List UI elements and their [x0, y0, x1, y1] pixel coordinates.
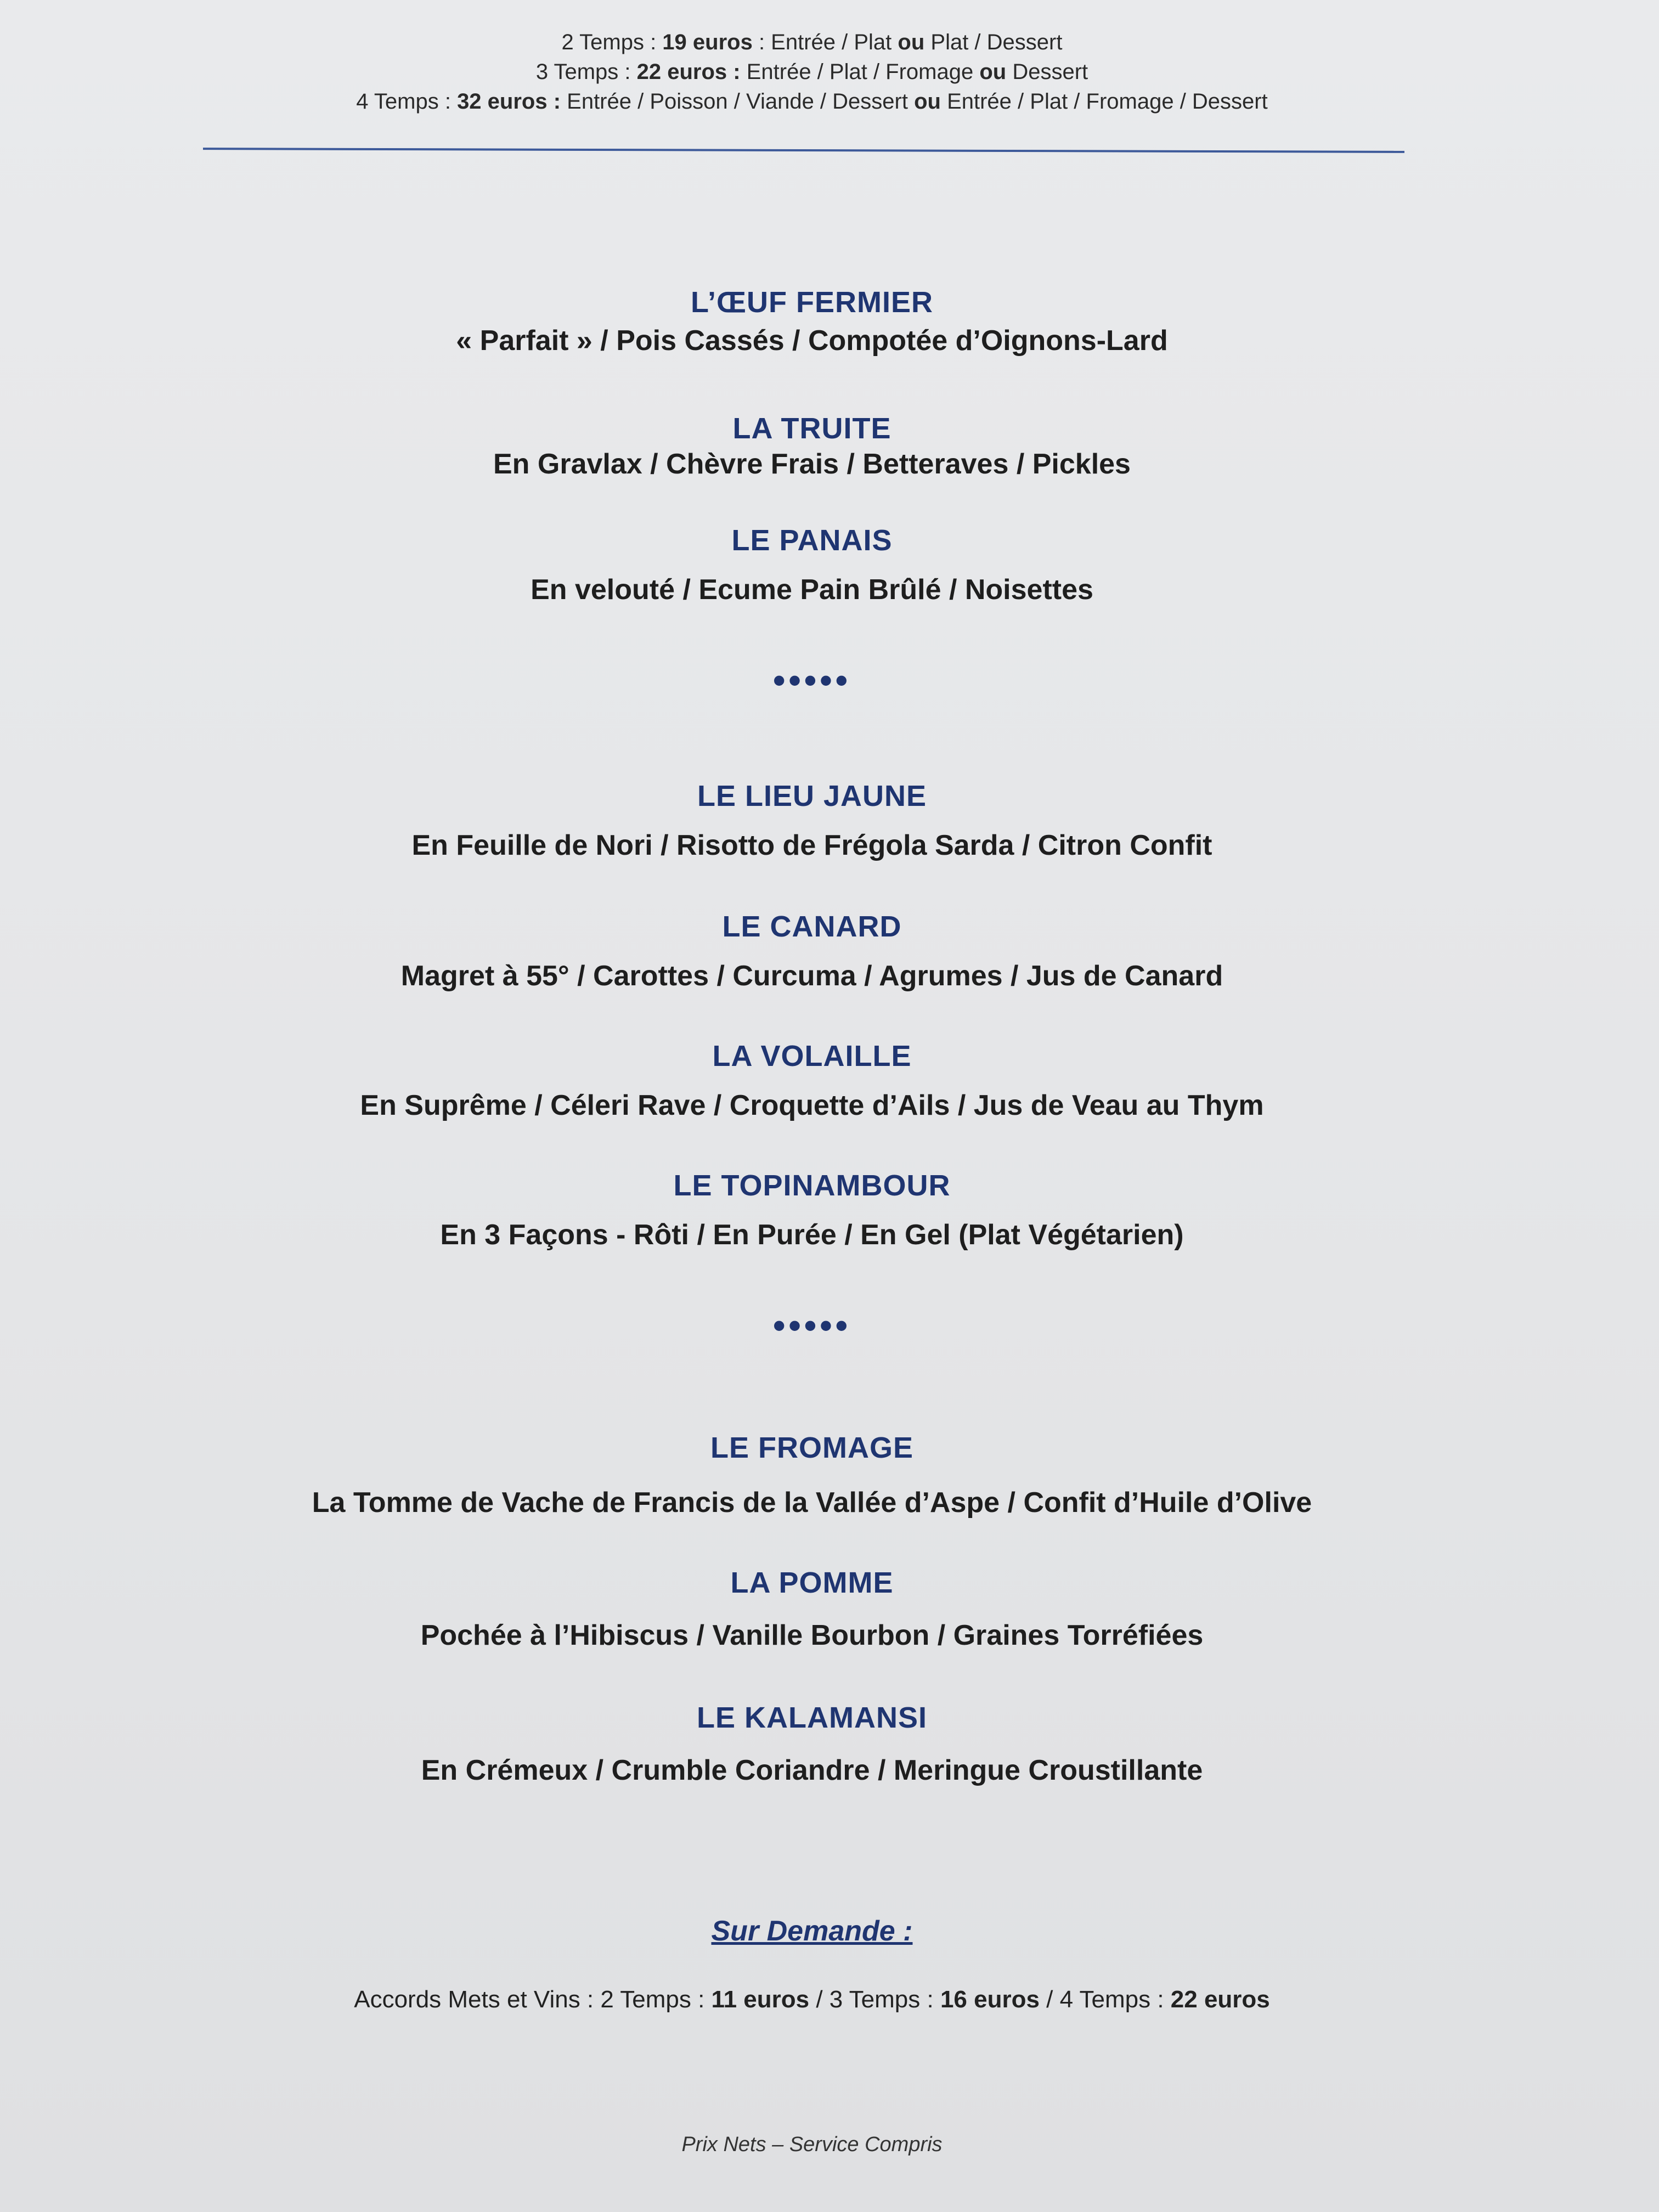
dish-entree-oeuf [0, 283, 1624, 360]
formula-price: 19 euros [662, 30, 753, 54]
formula-line: 2 Temps : 19 euros : Entrée / Plat ou Plat / Dessert [561, 30, 1063, 54]
dish-description: En velouté / Ecume Pain Brûlé / Noisettes [531, 574, 1093, 606]
formula-price: 22 euros : [636, 60, 741, 84]
dish-title: LE LIEU JAUNE [697, 780, 927, 812]
header-divider [203, 148, 1404, 153]
dish-description: En Suprême / Céleri Rave / Croquette d’Ails / Jus de Veau au Thym [360, 1090, 1264, 1121]
sur-demande-heading: Sur Demande : [711, 1915, 913, 1947]
section-separator: ••••• [772, 1306, 851, 1345]
dish-title: LA POMME [730, 1566, 894, 1599]
dish-description: En 3 Façons - Rôti / En Purée / En Gel (Plat Végétarien) [440, 1219, 1184, 1251]
dish-title: LE PANAIS [731, 524, 893, 557]
dish-title: L’ŒUF FERMIER [691, 286, 933, 319]
dish-plat-lieu-jaune [0, 777, 1624, 865]
dish-plat-canard [0, 907, 1624, 995]
formulas-block [0, 27, 1624, 116]
formula-price: 32 euros : [457, 89, 561, 114]
dish-title: LE FROMAGE [710, 1431, 913, 1464]
dish-plat-topinambour [0, 1166, 1624, 1254]
section-separator: ••••• [772, 661, 851, 700]
formula-line: 4 Temps : 32 euros : Entrée / Poisson / Viande / Dessert ou Entrée / Plat / Fromage / Dessert [356, 89, 1268, 114]
dish-description: En Gravlax / Chèvre Frais / Betteraves / Pickles [493, 448, 1131, 480]
dish-description: La Tomme de Vache de Francis de la Vallée d’Aspe / Confit d’Huile d’Olive [312, 1487, 1312, 1519]
dish-description: En Crémeux / Crumble Coriandre / Meringue Croustillante [421, 1754, 1203, 1786]
pairing-price: 22 euros [1170, 1986, 1270, 2013]
pairing-price: 16 euros [940, 1986, 1040, 2013]
pairing-price: 11 euros [711, 1986, 810, 2013]
dish-title: LE TOPINAMBOUR [673, 1169, 951, 1202]
dish-title: LE KALAMANSI [697, 1701, 927, 1734]
dish-dessert-kalamansi [0, 1699, 1624, 1790]
dish-fromage [0, 1429, 1624, 1522]
dish-title: LA TRUITE [732, 412, 891, 445]
dish-description: « Parfait » / Pois Cassés / Compotée d’Oignons-Lard [456, 325, 1168, 357]
footer-note: Prix Nets – Service Compris [681, 2133, 943, 2156]
dish-description: En Feuille de Nori / Risotto de Frégola Sarda / Citron Confit [411, 830, 1212, 861]
dish-title: LE CANARD [722, 910, 902, 943]
dish-entree-panais [0, 521, 1624, 609]
dish-plat-volaille [0, 1037, 1624, 1125]
dish-dessert-pomme [0, 1564, 1624, 1655]
dish-entree-truite [0, 409, 1624, 481]
dish-description: Pochée à l’Hibiscus / Vanille Bourbon / Graines Torréfiées [420, 1620, 1204, 1651]
wine-pairing-line: Accords Mets et Vins : 2 Temps : 11 euros / 3 Temps : 16 euros / 4 Temps : 22 euros [354, 1986, 1270, 2013]
dish-title: LA VOLAILLE [712, 1040, 912, 1073]
dish-description: Magret à 55° / Carottes / Curcuma / Agrumes / Jus de Canard [400, 960, 1223, 992]
formula-line: 3 Temps : 22 euros : Entrée / Plat / Fromage ou Dessert [535, 60, 1088, 84]
